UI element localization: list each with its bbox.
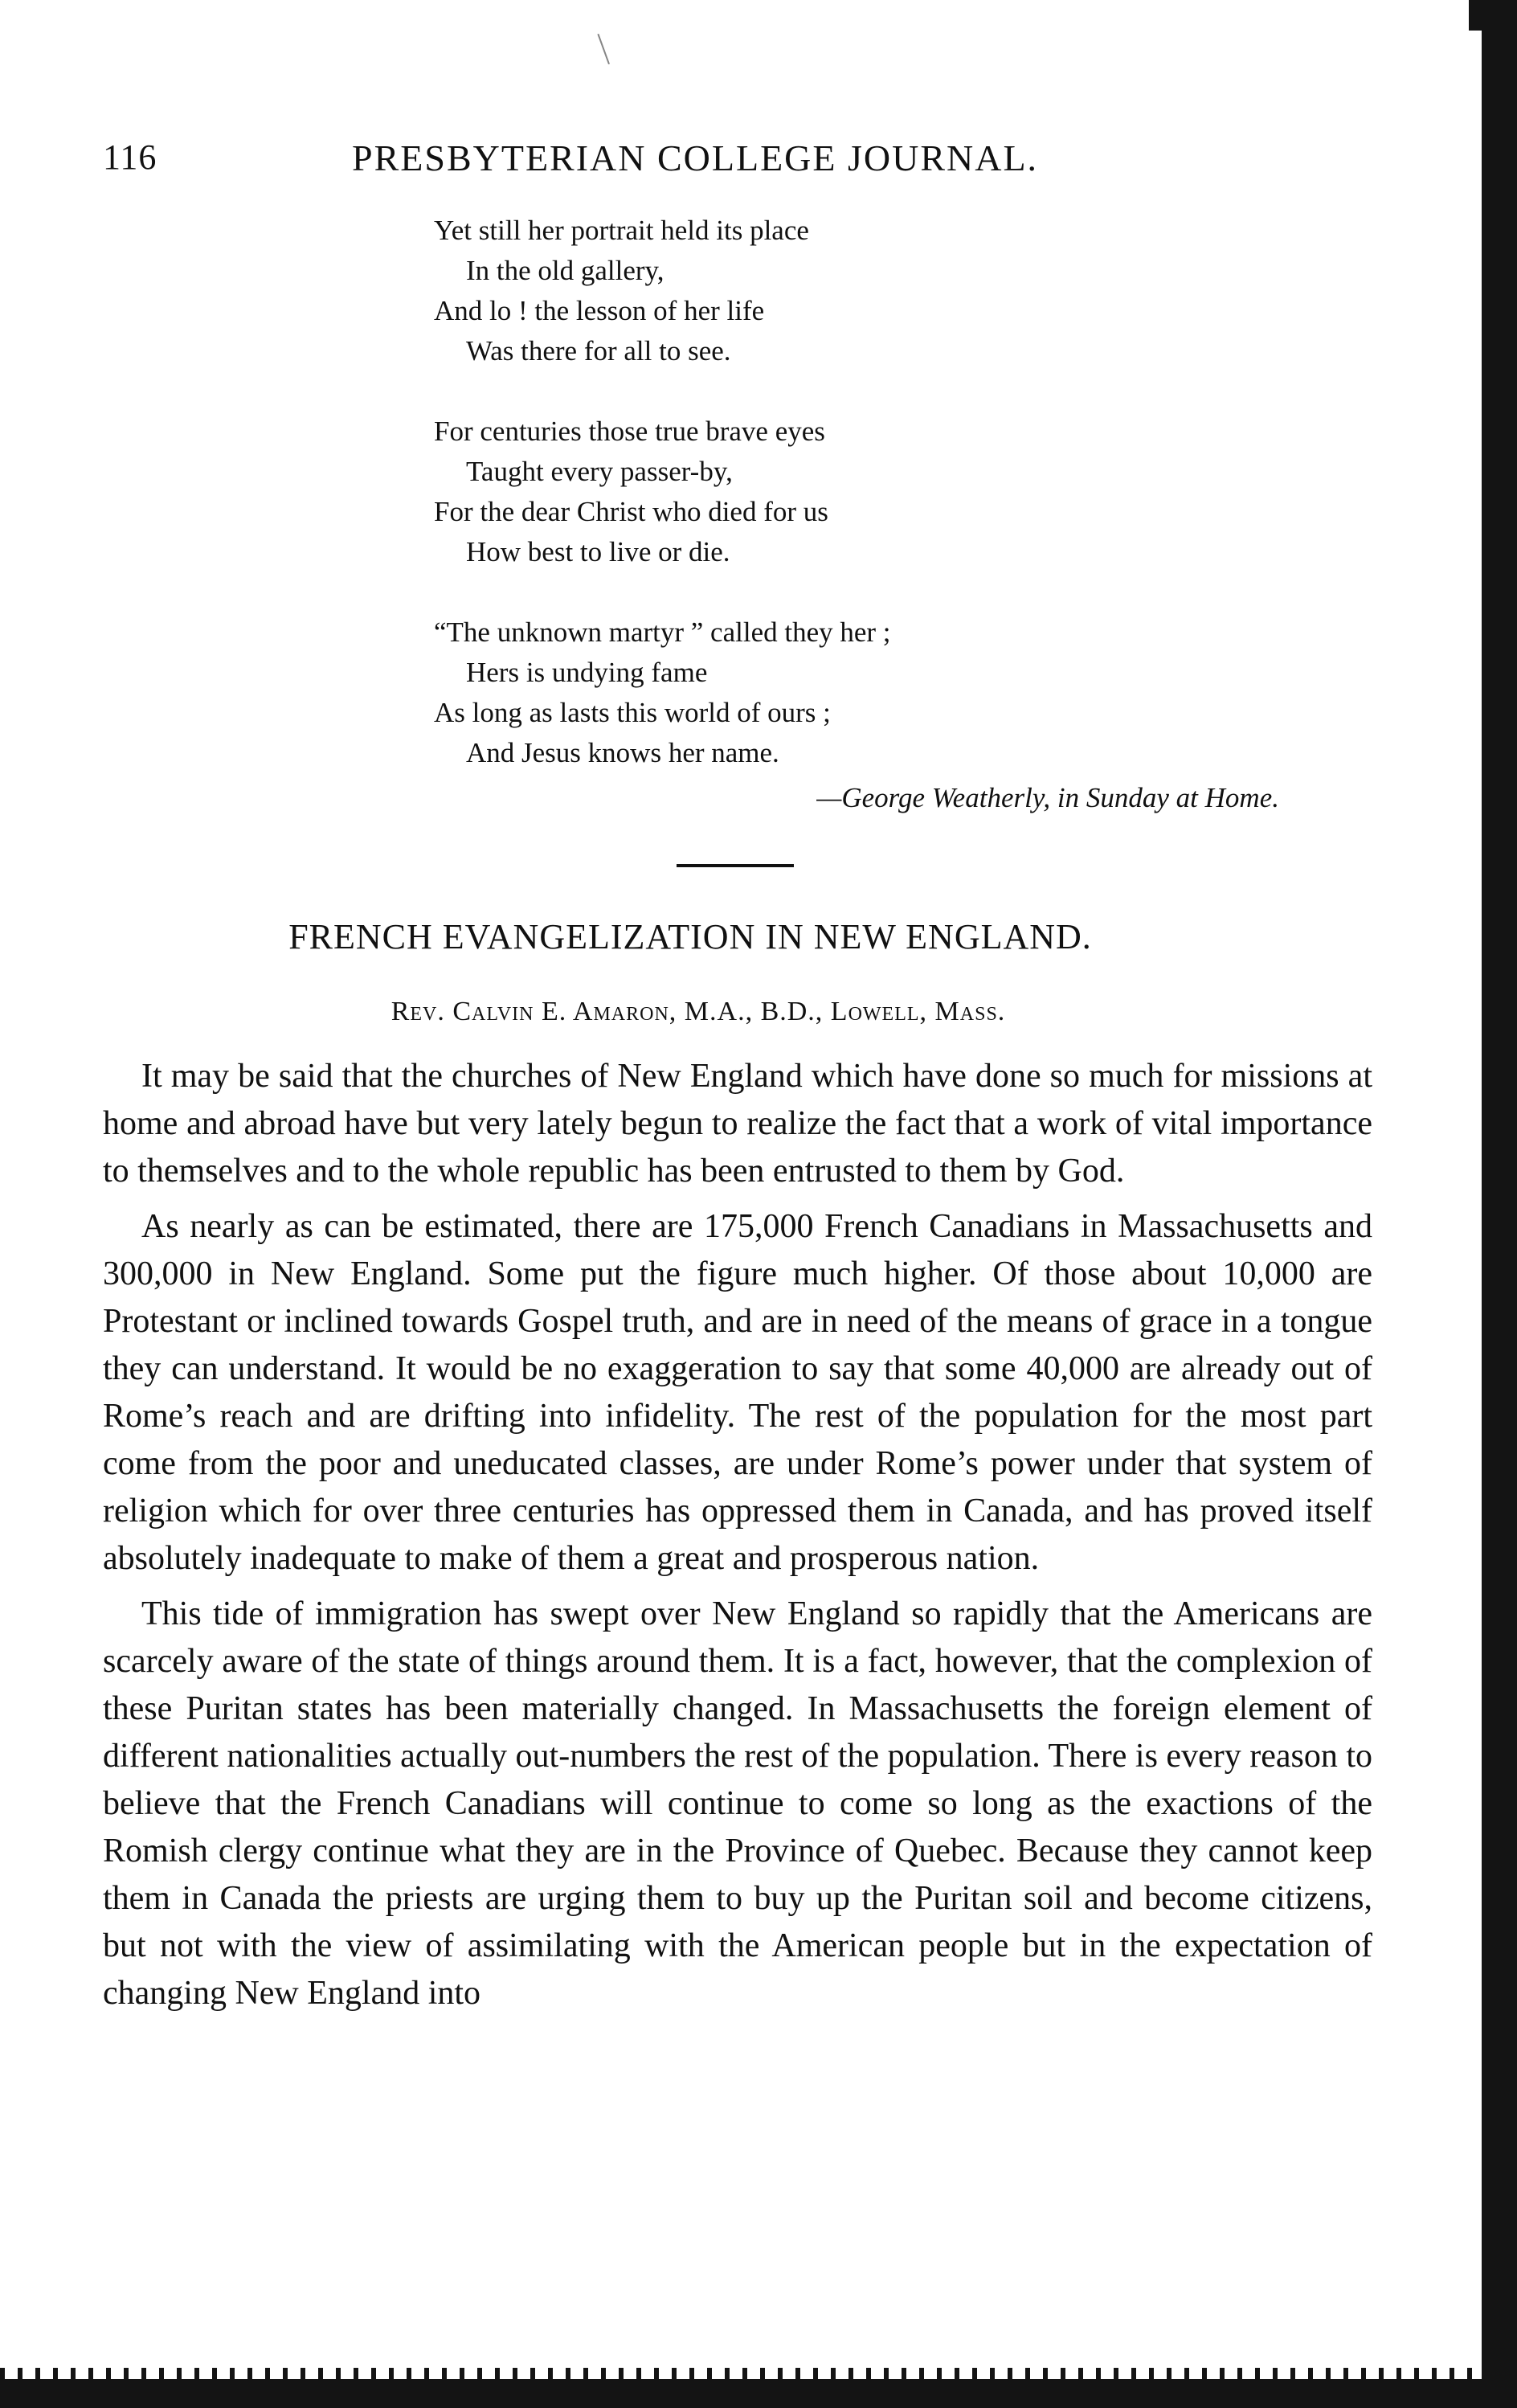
poem-line: Was there for all to see. [466, 335, 731, 367]
poem-line: For the dear Christ who died for us [434, 496, 828, 527]
scan-speck [597, 32, 614, 64]
article-paragraph-3: This tide of immigration has swept over New England so rapidly that the Americans are scarcely aware of the state of things around them. It is a fact, however, that the complexion of these Puritan states has been materially changed. In Massachusetts the foreign element of different nationalities actually out-numbers the rest of the population. There is every reason to believe that the French Canadians will continue to come so long as the exactions of the Romish clergy continue what they are in the Province of Quebec. Because they cannot keep them in Canada the priests are urging them to buy up the Puritan soil and become citizens, but not with the view of assimilating with the American people but in the expectation of changing New England into [103, 1595, 1372, 2012]
poem-stanza-3 [434, 612, 1358, 773]
page-number: 116 [103, 137, 157, 177]
article-title: FRENCH EVANGELIZATION IN NEW ENGLAND. [288, 917, 1092, 956]
poem-line: And Jesus knows her name. [466, 737, 779, 768]
article-byline: Rev. Calvin E. Amaron, M.A., B.D., Lowell, Mass. [390, 997, 1006, 1026]
article-paragraph-1: It may be said that the churches of New England which have done so much for missions at home and abroad have but very lately begun to realize the fact that a work of vital importance to themselves and to the whole republic has been entrusted to them by God. [103, 1058, 1372, 1190]
poem-line: Hers is undying fame [466, 657, 708, 688]
poem-attribution: —George Weatherly, in Sunday at Home. [816, 782, 1279, 813]
scan-edge-right [1482, 0, 1517, 2379]
scan-edge-right-notch [1469, 0, 1482, 31]
article-paragraph-2: As nearly as can be estimated, there are 175,000 French Canadians in Massachusetts and 300,000 in New England. Some put the figure much higher. Of those about 10,000 are Protestant or inclined towards Gospel truth, and are in need of the means of grace in a tongue they can understand. It would be no exaggeration to say that some 40,000 are already out of Rome’s reach and are drifting into infidelity. The rest of the population for the most part come from the poor and uneducated classes, are under Rome’s power under that system of religion which for over three centuries has oppressed them in Canada, and has proved itself absolutely inadequate to make of them a great and prosperous nation. [103, 1208, 1372, 1577]
poem-stanza-2 [434, 412, 1358, 572]
poem-line: Yet still her portrait held its place [434, 215, 809, 246]
poem-stanza-1 [434, 211, 1358, 371]
scan-edge-bottom [0, 2379, 1517, 2408]
poem-line: As long as lasts this world of ours ; [434, 697, 831, 728]
running-head: PRESBYTERIAN COLLEGE JOURNAL. [352, 137, 1039, 178]
poem-line: In the old gallery, [466, 255, 664, 286]
section-divider [677, 864, 794, 867]
scan-edge-bottom-speckle [0, 2368, 1517, 2379]
poem-line: How best to live or die. [466, 536, 730, 567]
poem-line: For centuries those true brave eyes [434, 416, 825, 447]
poem-line: Taught every passer-by, [466, 456, 733, 487]
article-body [103, 1053, 1372, 2025]
poem [434, 211, 1358, 818]
poem-line: “The unknown martyr ” called they her ; [434, 616, 891, 648]
poem-line: And lo ! the lesson of her life [434, 295, 765, 326]
